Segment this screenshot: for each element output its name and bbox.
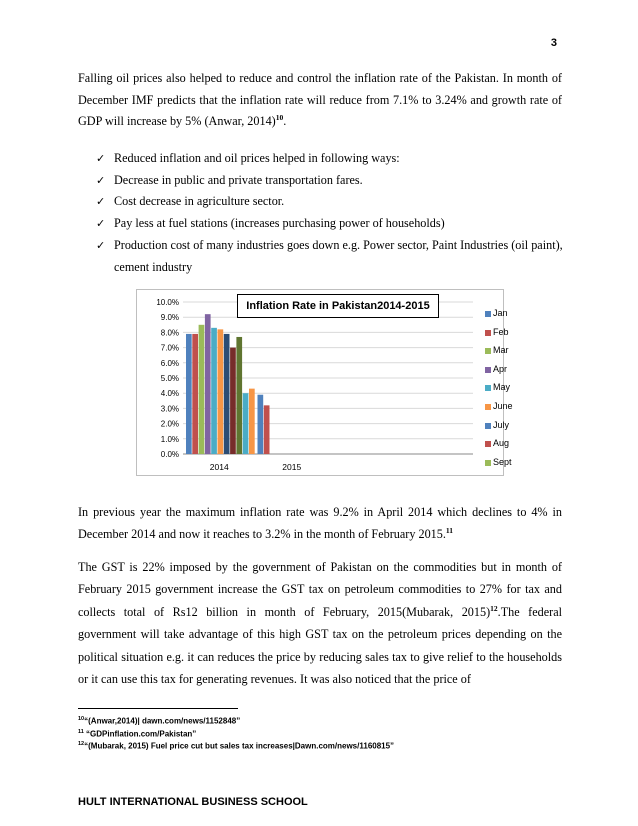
legend-swatch bbox=[485, 423, 491, 429]
legend-item bbox=[485, 420, 513, 439]
legend-item bbox=[485, 438, 513, 457]
legend-item bbox=[485, 345, 513, 364]
y-tick-label: 0.0% bbox=[160, 450, 179, 459]
bullet-item bbox=[96, 170, 566, 192]
bullet-item bbox=[96, 191, 566, 213]
legend-swatch bbox=[485, 330, 491, 336]
footnote-text: “(Anwar,2014)| dawn.com/news/1152848” bbox=[84, 716, 241, 726]
y-tick-label: 3.0% bbox=[160, 404, 179, 414]
footnote-text: “GDPinflation.com/Pakistan” bbox=[83, 729, 197, 739]
footnote-separator bbox=[78, 708, 238, 709]
y-tick-label: 6.0% bbox=[160, 358, 179, 368]
x-tick-label: 2014 bbox=[209, 462, 229, 472]
legend-item bbox=[485, 457, 513, 476]
bar-2014 bbox=[199, 325, 205, 454]
chart-legend bbox=[485, 308, 513, 475]
bullet-item bbox=[96, 148, 566, 170]
legend-swatch bbox=[485, 460, 491, 466]
bullet-item bbox=[96, 213, 566, 235]
legend-label: Aug bbox=[493, 438, 510, 449]
inflation-chart bbox=[136, 289, 513, 476]
paragraph-gst bbox=[78, 556, 562, 690]
bullet-text: Production cost of many industries goes down e.g. Power sector, Paint Industries (oil paint), cement industry bbox=[114, 237, 563, 274]
checkmark-icon: ✓ bbox=[96, 173, 106, 187]
y-tick-label: 4.0% bbox=[160, 389, 179, 399]
legend-swatch bbox=[485, 385, 491, 391]
footnotes bbox=[78, 714, 394, 752]
y-tick-label: 1.0% bbox=[160, 434, 179, 444]
footnote bbox=[78, 714, 394, 727]
intro-paragraph bbox=[78, 68, 562, 133]
bullet-text: Decrease in public and private transportation fares. bbox=[114, 172, 363, 187]
footnote bbox=[78, 727, 394, 740]
bullet-text: Cost decrease in agriculture sector. bbox=[114, 194, 285, 209]
y-tick-label: 5.0% bbox=[160, 374, 179, 383]
bullet-list bbox=[96, 148, 566, 278]
legend-label: Apr bbox=[493, 363, 508, 374]
x-tick-label: 2015 bbox=[282, 462, 302, 472]
bar-2014 bbox=[186, 334, 192, 454]
legend-item bbox=[485, 382, 513, 401]
footnote-ref: 10 bbox=[275, 113, 284, 123]
footnote bbox=[78, 739, 394, 752]
bar-2014 bbox=[218, 329, 224, 454]
para3-text-a: The GST is 22% imposed by the government of Pakistan on the commodities but in month of February 2015 government increase the GST tax on petroleum commodities to 27% for tax and collects total of Rs12 billion in month of February, 2015(Mubarak, 2015) bbox=[78, 560, 562, 619]
y-tick-label: 7.0% bbox=[160, 343, 179, 353]
footnote-ref: 12 bbox=[490, 603, 498, 613]
bar-2014 bbox=[205, 314, 211, 454]
y-tick-label: 10.0% bbox=[156, 298, 179, 307]
y-tick-label: 8.0% bbox=[160, 328, 179, 338]
legend-label: May bbox=[493, 382, 511, 393]
legend-item bbox=[485, 401, 513, 420]
legend-label: Feb bbox=[493, 326, 509, 337]
legend-label: July bbox=[493, 419, 510, 430]
legend-label: Mar bbox=[493, 345, 509, 356]
bullet-text: Pay less at fuel stations (increases purchasing power of households) bbox=[114, 216, 445, 231]
legend-swatch bbox=[485, 367, 491, 373]
bar-2014 bbox=[211, 328, 217, 454]
footnote-ref: 11 bbox=[445, 525, 453, 535]
bullet-text: Reduced inflation and oil prices helped in following ways: bbox=[114, 151, 400, 165]
legend-swatch bbox=[485, 311, 491, 317]
para2-text: In previous year the maximum inflation rate was 9.2% in April 2014 which declines to 4% in December 2014 and now it reaches to 3.2% in the month of February 2015. bbox=[78, 505, 562, 541]
legend-item bbox=[485, 327, 513, 346]
footnote-number: 10 bbox=[78, 716, 85, 722]
para3-text-b: .The federal government will take advantage of this high GST tax on the petroleum prices depending on the political situation e.g. it can reduces the price by reducing sales tax to give relief to the households or it can use this tax for generating revenues. It was also noticed that the price of bbox=[78, 604, 562, 687]
legend-swatch bbox=[485, 441, 491, 447]
checkmark-icon: ✓ bbox=[96, 195, 106, 209]
paragraph-previous-year bbox=[78, 502, 562, 545]
legend-swatch bbox=[485, 348, 491, 354]
y-tick-label: 9.0% bbox=[160, 313, 179, 323]
intro-end: . bbox=[283, 114, 287, 129]
checkmark-icon: ✓ bbox=[96, 217, 106, 231]
bar-2014 bbox=[230, 348, 236, 454]
legend-label: June bbox=[493, 400, 513, 411]
intro-text: Falling oil prices also helped to reduce and control the inflation rate of the Pakistan. In month of December IMF predicts that the inflation rate will reduce from 7.1% to 3.24% and growth rate of GDP will increase by 5% (Anwar, 2014) bbox=[78, 71, 562, 129]
legend-item bbox=[485, 308, 513, 327]
legend-swatch bbox=[485, 404, 491, 410]
bar-2014 bbox=[224, 334, 230, 454]
bar-2015 bbox=[264, 405, 270, 454]
footnote-number: 11 bbox=[78, 728, 84, 735]
bar-2014 bbox=[236, 337, 242, 454]
bar-2014 bbox=[243, 393, 249, 454]
legend-item bbox=[485, 364, 513, 383]
footnote-text: “(Mubarak, 2015) Fuel price cut but sales tax increases|Dawn.com/news/1160815” bbox=[84, 741, 395, 751]
bar-2014 bbox=[249, 389, 255, 454]
legend-label: Jan bbox=[493, 308, 508, 318]
y-tick-label: 2.0% bbox=[160, 419, 179, 429]
footer-school-name: HULT INTERNATIONAL BUSINESS SCHOOL bbox=[78, 796, 308, 808]
bar-2014 bbox=[192, 334, 198, 454]
bullet-item bbox=[96, 235, 566, 278]
page-number: 3 bbox=[550, 37, 557, 49]
checkmark-icon: ✓ bbox=[96, 238, 106, 252]
footnote-number: 12 bbox=[78, 741, 85, 748]
checkmark-icon: ✓ bbox=[96, 152, 106, 165]
legend-label: Sept bbox=[493, 456, 512, 467]
chart-title: Inflation Rate in Pakistan2014-2015 bbox=[237, 294, 439, 318]
bar-2015 bbox=[258, 395, 264, 454]
